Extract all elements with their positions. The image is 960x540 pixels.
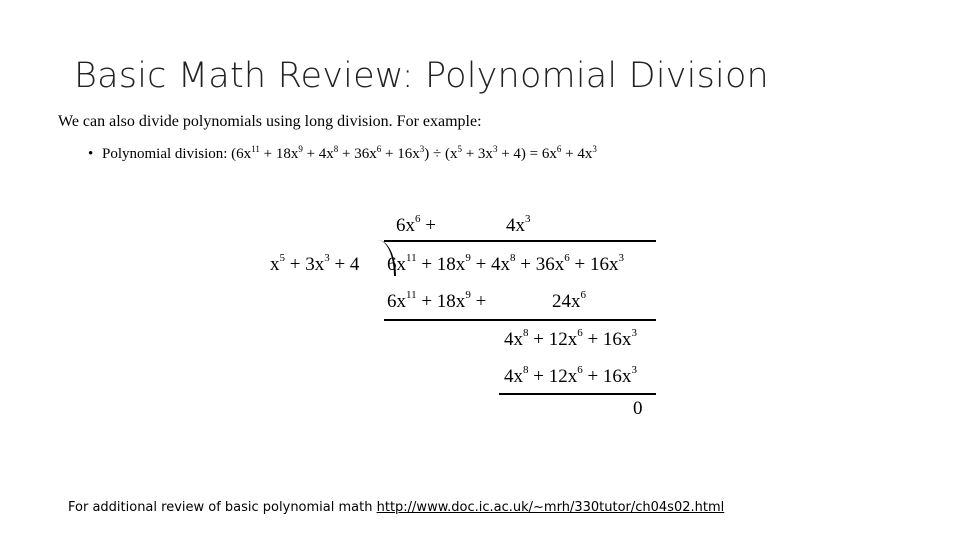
bullet-text: Polynomial division: $(6x^{11} + 18x^9 + 4x^8 + 36x^6 + 16x^3) \div (x^5 + 3x^3 + 4) = 6x^6 + 4x^3$ bbox=[102, 144, 597, 162]
footer-note bbox=[68, 500, 724, 515]
remainder-row-1: $4x^8 + 12x^6 + 16x^3$ bbox=[504, 327, 637, 350]
subtraction-line-1 bbox=[384, 319, 656, 321]
intro-text: We can also divide polynomials using long division. For example: bbox=[58, 113, 482, 130]
reference-link[interactable]: http://www.doc.ic.ac.uk/~mrh/330tutor/ch04s02.html bbox=[376, 500, 725, 515]
subtraction-row-1-term: $24x^6$ bbox=[552, 289, 586, 312]
subtraction-line-2 bbox=[499, 393, 656, 395]
slide-title: Basic Math Review: Polynomial Division bbox=[74, 56, 769, 96]
divisor: $x^5 + 3x^3 + 4$ bbox=[270, 252, 360, 275]
bullet-dot: • bbox=[88, 146, 94, 162]
subtraction-row-1: $6x^{11} + 18x^9$ + bbox=[387, 289, 487, 312]
quotient-term-2: $4x^3$ bbox=[506, 213, 531, 236]
quotient-term-1: $6x^6$ + bbox=[396, 213, 436, 236]
subtraction-row-2: $4x^8 + 12x^6 + 16x^3$ bbox=[504, 364, 637, 387]
bullet-item bbox=[88, 144, 597, 163]
final-remainder: 0 bbox=[633, 398, 643, 419]
dividend: $6x^{11} + 18x^9 + 4x^8 + 36x^6 + 16x^3$ bbox=[387, 252, 624, 275]
division-bar bbox=[384, 240, 656, 242]
footer-text: For additional review of basic polynomial math bbox=[68, 500, 377, 515]
